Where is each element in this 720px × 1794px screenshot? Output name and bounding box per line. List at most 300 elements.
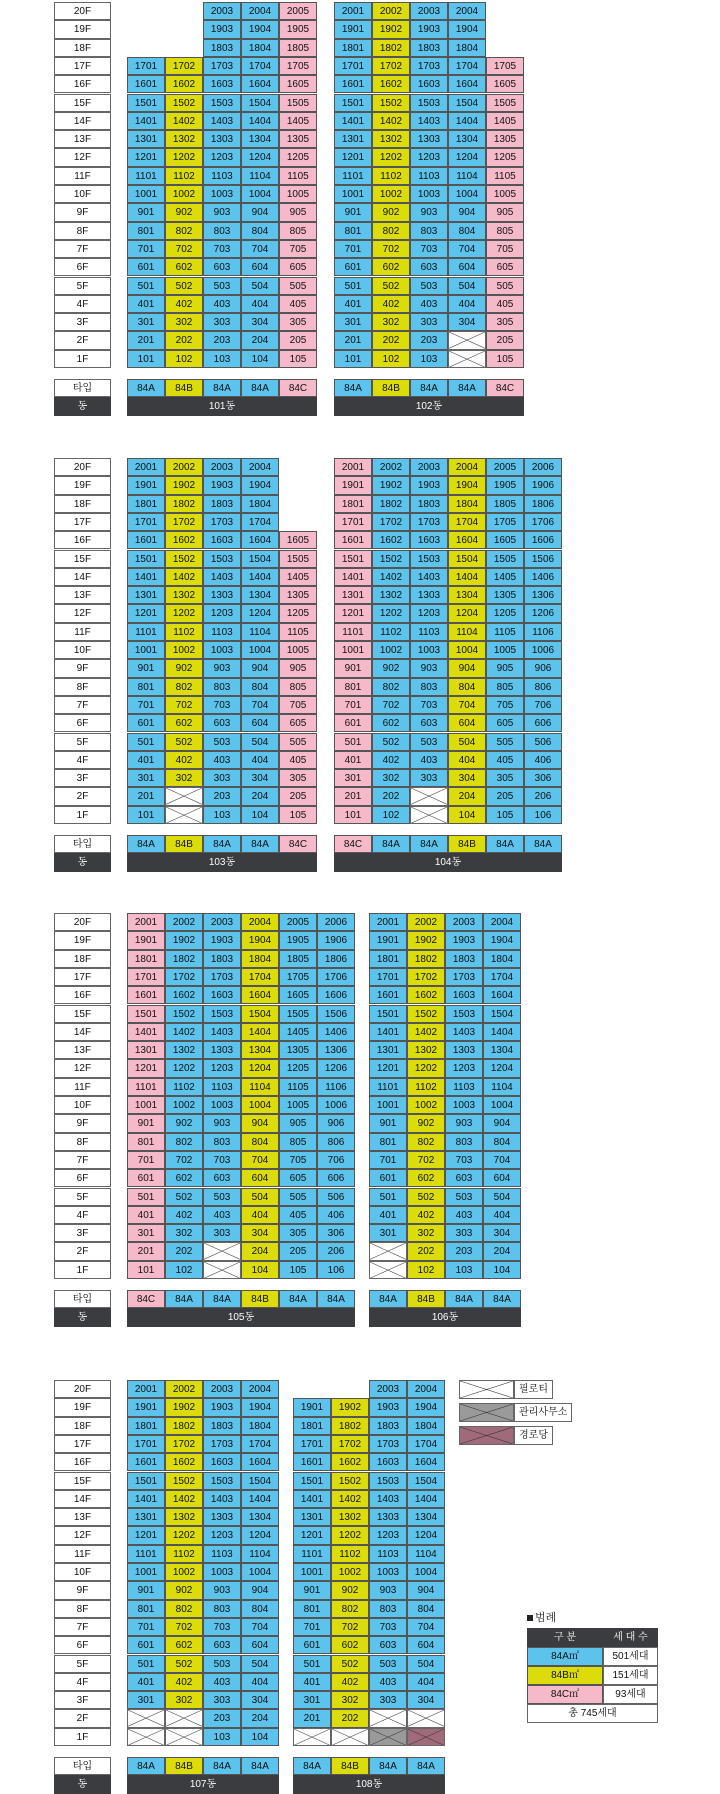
unit-cell: 204 (448, 787, 486, 805)
unit-cell: 203 (203, 1709, 241, 1727)
unit-cell: 1503 (203, 1005, 241, 1023)
unit-cell: 1401 (334, 112, 372, 130)
unit-cell: 301 (334, 769, 372, 787)
unit-cell: 101 (127, 806, 165, 824)
type-label: 타입 (54, 1290, 111, 1308)
building-name: 107동 (127, 1775, 279, 1793)
unit-type-cell: 84A (483, 1290, 521, 1308)
unit-cell: 401 (127, 1673, 165, 1691)
unit-cell: 305 (279, 769, 317, 787)
unit-cell: 704 (241, 240, 279, 258)
unit-type-cell: 84A (127, 835, 165, 853)
floor-label: 13F (54, 586, 111, 604)
unit-type-cell: 84C (127, 1290, 165, 1308)
unit-cell: 1004 (241, 641, 279, 659)
unit-cell: 501 (127, 1655, 165, 1673)
unit-cell: 1306 (524, 586, 562, 604)
unit-cell: 1702 (372, 57, 410, 75)
unit-cell: 102 (165, 350, 203, 368)
unit-cell: 302 (165, 1691, 203, 1709)
legend-label: 필로티 (514, 1380, 553, 1399)
unit-cell: 1202 (165, 148, 203, 166)
building-name: 106동 (369, 1308, 521, 1326)
unit-cell: 403 (203, 1673, 241, 1691)
unit-cell: 703 (410, 240, 448, 258)
floor-label: 13F (54, 1041, 111, 1059)
unit-cell: 2003 (203, 2, 241, 20)
unit-cell: 1701 (127, 1435, 165, 1453)
unit-cell: 103 (445, 1261, 483, 1279)
unit-cell: 1802 (372, 495, 410, 513)
unit-cell: 1101 (127, 1545, 165, 1563)
unit-cell: 2001 (334, 2, 372, 20)
unit-cell: 1701 (334, 57, 372, 75)
unit-cell: 1605 (486, 531, 524, 549)
unit-cell: 1205 (486, 148, 524, 166)
unit-cell: 1405 (486, 112, 524, 130)
unit-cell: 1804 (241, 39, 279, 57)
unit-cell: 1004 (448, 641, 486, 659)
unit-cell: 503 (410, 277, 448, 295)
unit-cell: 1505 (279, 550, 317, 568)
unit-cell: 402 (165, 751, 203, 769)
unit-cell: 1201 (334, 604, 372, 622)
unit-cell: 1504 (241, 550, 279, 568)
unit-cell: 1803 (203, 39, 241, 57)
unit-cell: 201 (127, 331, 165, 349)
unit-cell: 1203 (203, 1526, 241, 1544)
unit-cell: 1601 (293, 1453, 331, 1471)
unit-cell: 1302 (165, 586, 203, 604)
unit-cell: 1303 (203, 1041, 241, 1059)
unit-cell: 1502 (165, 550, 203, 568)
unit-type-cell: 84A (279, 1290, 317, 1308)
unit-cell: 1102 (165, 1545, 203, 1563)
unit-cell: 403 (369, 1673, 407, 1691)
unit-cell: 1203 (410, 604, 448, 622)
unit-cell: 702 (165, 240, 203, 258)
unit-cell: 1002 (165, 1563, 203, 1581)
unit-cell: 1405 (279, 568, 317, 586)
unit-cell: 701 (127, 696, 165, 714)
unit-cell: 1302 (165, 130, 203, 148)
legend-label: 관리사무소 (514, 1403, 572, 1422)
unit-cell: 1506 (317, 1005, 355, 1023)
unit-cell: 1801 (127, 495, 165, 513)
floor-label: 17F (54, 57, 111, 75)
unit-type-cell: 84A (407, 1757, 445, 1775)
floor-label: 10F (54, 641, 111, 659)
unit-cell: 1204 (241, 148, 279, 166)
unit-cell: 704 (241, 696, 279, 714)
unit-cell: 303 (410, 769, 448, 787)
floor-label: 6F (54, 714, 111, 732)
unit-cell: 504 (241, 277, 279, 295)
pilotis-cell (203, 1242, 241, 1260)
unit-cell: 1502 (372, 550, 410, 568)
unit-cell: 602 (165, 258, 203, 276)
unit-cell: 1604 (483, 986, 521, 1004)
unit-cell: 1104 (448, 623, 486, 641)
unit-cell: 1301 (127, 1041, 165, 1059)
unit-cell: 302 (331, 1691, 369, 1709)
unit-cell: 1602 (372, 531, 410, 549)
unit-cell: 1703 (410, 57, 448, 75)
unit-cell: 101 (127, 350, 165, 368)
floor-label: 19F (54, 476, 111, 494)
unit-cell: 1001 (369, 1096, 407, 1114)
unit-cell: 1504 (448, 550, 486, 568)
unit-cell: 905 (279, 659, 317, 677)
unit-cell: 2002 (165, 1380, 203, 1398)
unit-cell: 2004 (241, 913, 279, 931)
unit-cell: 305 (279, 313, 317, 331)
unit-cell: 1903 (410, 20, 448, 38)
unit-cell: 1606 (524, 531, 562, 549)
unit-cell: 1704 (407, 1435, 445, 1453)
unit-cell: 1503 (203, 94, 241, 112)
unit-cell: 1202 (165, 1059, 203, 1077)
unit-cell: 1804 (241, 495, 279, 513)
unit-cell: 401 (293, 1673, 331, 1691)
unit-cell: 1604 (241, 531, 279, 549)
unit-cell: 904 (448, 203, 486, 221)
unit-cell: 2006 (524, 458, 562, 476)
unit-cell: 304 (407, 1691, 445, 1709)
unit-cell: 1405 (486, 568, 524, 586)
unit-cell: 302 (165, 1224, 203, 1242)
unit-cell: 104 (241, 806, 279, 824)
building-name: 101동 (127, 397, 317, 415)
unit-cell: 905 (486, 203, 524, 221)
summary-title: 범례 (535, 1612, 557, 1624)
unit-type-cell: 84B (165, 379, 203, 397)
unit-cell: 202 (165, 1242, 203, 1260)
unit-cell: 1702 (372, 513, 410, 531)
unit-cell: 505 (279, 277, 317, 295)
unit-cell: 2002 (165, 458, 203, 476)
unit-cell: 1705 (279, 57, 317, 75)
unit-cell: 1605 (279, 75, 317, 93)
unit-cell: 1806 (317, 950, 355, 968)
floor-label: 1F (54, 1728, 111, 1746)
unit-cell: 805 (279, 678, 317, 696)
unit-cell: 1301 (127, 586, 165, 604)
unit-cell: 801 (127, 1133, 165, 1151)
unit-type-cell: 84A (241, 835, 279, 853)
unit-cell: 302 (372, 769, 410, 787)
unit-cell: 801 (293, 1600, 331, 1618)
unit-cell: 2004 (407, 1380, 445, 1398)
unit-cell: 504 (241, 733, 279, 751)
unit-cell: 1002 (165, 1096, 203, 1114)
unit-cell: 2005 (279, 913, 317, 931)
floor-label: 16F (54, 1453, 111, 1471)
dong-label: 동 (54, 1308, 111, 1326)
unit-cell: 705 (279, 1151, 317, 1169)
unit-cell: 702 (165, 1618, 203, 1636)
unit-cell: 1101 (127, 1078, 165, 1096)
unit-cell: 601 (127, 258, 165, 276)
unit-type-cell: 84B (241, 1290, 279, 1308)
unit-cell: 403 (410, 295, 448, 313)
unit-cell: 1304 (448, 130, 486, 148)
unit-cell: 1204 (241, 1059, 279, 1077)
unit-cell: 1805 (279, 39, 317, 57)
unit-cell: 704 (448, 696, 486, 714)
unit-cell: 1403 (410, 568, 448, 586)
unit-cell: 1401 (127, 1490, 165, 1508)
unit-cell: 1202 (165, 1526, 203, 1544)
unit-cell: 203 (410, 331, 448, 349)
unit-cell: 2002 (372, 458, 410, 476)
floor-label: 4F (54, 295, 111, 313)
unit-cell: 801 (127, 1600, 165, 1618)
unit-cell: 602 (165, 714, 203, 732)
unit-cell: 1301 (334, 130, 372, 148)
unit-cell: 503 (410, 733, 448, 751)
unit-cell: 804 (483, 1133, 521, 1151)
unit-cell: 1605 (486, 75, 524, 93)
unit-cell: 1303 (369, 1508, 407, 1526)
unit-cell: 1304 (483, 1041, 521, 1059)
unit-cell: 1603 (410, 75, 448, 93)
unit-cell: 903 (203, 659, 241, 677)
unit-cell: 1401 (334, 568, 372, 586)
unit-cell: 1705 (486, 513, 524, 531)
unit-cell: 602 (372, 258, 410, 276)
unit-cell: 1703 (410, 513, 448, 531)
unit-cell: 1403 (369, 1490, 407, 1508)
pilotis-cell (331, 1728, 369, 1746)
unit-type-cell: 84A (203, 1757, 241, 1775)
unit-cell: 1402 (372, 112, 410, 130)
unit-cell: 903 (410, 659, 448, 677)
unit-cell: 1903 (410, 476, 448, 494)
unit-cell: 1801 (127, 950, 165, 968)
unit-cell: 204 (241, 1709, 279, 1727)
unit-cell: 206 (317, 1242, 355, 1260)
unit-cell: 902 (407, 1114, 445, 1132)
unit-cell: 1101 (369, 1078, 407, 1096)
unit-cell: 1501 (293, 1472, 331, 1490)
unit-cell: 1105 (279, 623, 317, 641)
unit-cell: 1402 (407, 1023, 445, 1041)
unit-cell: 805 (279, 222, 317, 240)
unit-cell: 1001 (334, 641, 372, 659)
unit-cell: 501 (293, 1655, 331, 1673)
unit-cell: 1003 (203, 1096, 241, 1114)
unit-cell: 1901 (127, 476, 165, 494)
unit-cell: 1002 (407, 1096, 445, 1114)
unit-cell: 605 (486, 258, 524, 276)
unit-cell: 1902 (372, 476, 410, 494)
unit-cell: 301 (127, 1691, 165, 1709)
unit-cell: 1503 (445, 1005, 483, 1023)
unit-cell: 1604 (241, 986, 279, 1004)
floor-label: 4F (54, 1673, 111, 1691)
unit-cell: 1003 (445, 1096, 483, 1114)
unit-type-cell: 84A (369, 1290, 407, 1308)
unit-cell: 1403 (203, 1023, 241, 1041)
unit-cell: 904 (241, 1114, 279, 1132)
unit-cell: 1603 (410, 531, 448, 549)
dong-label: 동 (54, 853, 111, 871)
unit-cell: 2004 (448, 2, 486, 20)
unit-cell: 1302 (372, 586, 410, 604)
unit-cell: 1301 (369, 1041, 407, 1059)
unit-cell: 605 (279, 258, 317, 276)
unit-type-cell: 84A (334, 379, 372, 397)
unit-cell: 305 (486, 313, 524, 331)
unit-cell: 1902 (165, 1398, 203, 1416)
unit-cell: 1102 (331, 1545, 369, 1563)
unit-cell: 501 (127, 1188, 165, 1206)
unit-cell: 1304 (241, 130, 279, 148)
unit-cell: 1602 (165, 75, 203, 93)
unit-cell: 903 (203, 203, 241, 221)
unit-cell: 404 (407, 1673, 445, 1691)
unit-cell: 1703 (203, 513, 241, 531)
unit-cell: 203 (203, 331, 241, 349)
floor-label: 14F (54, 1490, 111, 1508)
unit-cell: 1206 (317, 1059, 355, 1077)
unit-cell: 1204 (241, 1526, 279, 1544)
floor-label: 9F (54, 1114, 111, 1132)
unit-cell: 601 (334, 258, 372, 276)
unit-cell: 2002 (372, 2, 410, 20)
unit-cell: 1503 (203, 1472, 241, 1490)
unit-cell: 1505 (279, 94, 317, 112)
unit-cell: 1603 (203, 986, 241, 1004)
floor-label: 5F (54, 733, 111, 751)
unit-cell: 501 (334, 277, 372, 295)
unit-cell: 1404 (448, 568, 486, 586)
unit-cell: 1203 (203, 148, 241, 166)
unit-cell: 205 (279, 331, 317, 349)
floor-label: 17F (54, 1435, 111, 1453)
unit-cell: 104 (241, 350, 279, 368)
building-name: 104동 (334, 853, 562, 871)
unit-cell: 1902 (165, 931, 203, 949)
unit-cell: 1902 (372, 20, 410, 38)
unit-cell: 301 (127, 313, 165, 331)
floor-label: 5F (54, 1188, 111, 1206)
unit-cell: 1305 (486, 586, 524, 604)
unit-cell: 1204 (407, 1526, 445, 1544)
unit-cell: 803 (203, 222, 241, 240)
unit-cell: 1904 (448, 20, 486, 38)
unit-cell: 1504 (483, 1005, 521, 1023)
unit-cell: 402 (372, 295, 410, 313)
unit-cell: 1301 (334, 586, 372, 604)
unit-cell: 1706 (524, 513, 562, 531)
unit-cell: 405 (279, 751, 317, 769)
floor-label: 19F (54, 931, 111, 949)
unit-cell: 904 (241, 1581, 279, 1599)
unit-cell: 1901 (369, 931, 407, 949)
unit-cell: 703 (203, 240, 241, 258)
unit-cell: 1104 (241, 1078, 279, 1096)
pilotis-cell (165, 1709, 203, 1727)
floor-label: 18F (54, 39, 111, 57)
unit-cell: 804 (448, 678, 486, 696)
unit-cell: 1306 (317, 1041, 355, 1059)
unit-cell: 303 (410, 313, 448, 331)
unit-cell: 101 (127, 1261, 165, 1279)
unit-cell: 305 (279, 1224, 317, 1242)
unit-cell: 1106 (524, 623, 562, 641)
unit-cell: 2001 (127, 1380, 165, 1398)
unit-cell: 1901 (127, 1398, 165, 1416)
floor-label: 15F (54, 1005, 111, 1023)
unit-cell: 1302 (165, 1041, 203, 1059)
unit-cell: 406 (317, 1206, 355, 1224)
unit-cell: 201 (334, 787, 372, 805)
unit-cell: 604 (407, 1636, 445, 1654)
pilotis-cell (448, 331, 486, 349)
unit-cell: 2003 (410, 458, 448, 476)
unit-cell: 101 (334, 350, 372, 368)
unit-cell: 1501 (127, 1472, 165, 1490)
unit-cell: 1405 (279, 1023, 317, 1041)
unit-cell: 1302 (372, 130, 410, 148)
pilotis-cell (448, 350, 486, 368)
unit-cell: 1001 (293, 1563, 331, 1581)
unit-cell: 304 (448, 769, 486, 787)
unit-cell: 203 (203, 787, 241, 805)
unit-cell: 302 (165, 313, 203, 331)
unit-cell: 601 (293, 1636, 331, 1654)
building-name: 105동 (127, 1308, 355, 1326)
unit-cell: 1105 (279, 1078, 317, 1096)
unit-cell: 202 (165, 331, 203, 349)
unit-cell: 1006 (317, 1096, 355, 1114)
unit-cell: 801 (334, 222, 372, 240)
floor-label: 7F (54, 240, 111, 258)
unit-cell: 1405 (279, 112, 317, 130)
unit-cell: 1803 (203, 1417, 241, 1435)
unit-cell: 905 (486, 659, 524, 677)
floor-label: 5F (54, 1655, 111, 1673)
unit-cell: 1502 (407, 1005, 445, 1023)
unit-cell: 502 (165, 1655, 203, 1673)
unit-cell: 1503 (410, 550, 448, 568)
unit-cell: 1502 (165, 1005, 203, 1023)
unit-cell: 1301 (127, 130, 165, 148)
pilotis-cell (407, 1709, 445, 1727)
unit-cell: 104 (448, 806, 486, 824)
unit-cell: 1801 (334, 39, 372, 57)
floor-label: 9F (54, 659, 111, 677)
unit-cell: 2003 (445, 913, 483, 931)
unit-cell: 903 (203, 1114, 241, 1132)
unit-cell: 1201 (127, 604, 165, 622)
unit-cell: 1904 (241, 476, 279, 494)
unit-cell: 1501 (369, 1005, 407, 1023)
unit-cell: 2005 (486, 458, 524, 476)
unit-cell: 1105 (486, 167, 524, 185)
unit-cell: 1804 (241, 1417, 279, 1435)
unit-cell: 601 (369, 1169, 407, 1187)
unit-cell: 1206 (524, 604, 562, 622)
unit-cell: 1101 (334, 623, 372, 641)
type-label: 타입 (54, 379, 111, 397)
unit-cell: 706 (317, 1151, 355, 1169)
unit-cell: 903 (410, 203, 448, 221)
unit-cell: 803 (410, 678, 448, 696)
unit-cell: 902 (372, 659, 410, 677)
